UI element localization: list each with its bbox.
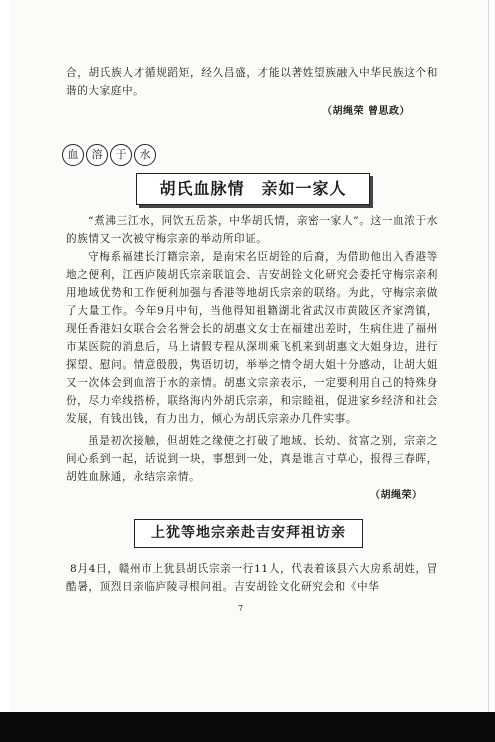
section2-title: 上犹等地宗亲赴吉安拜祖访亲 — [134, 519, 363, 548]
badge-char: 水 — [134, 144, 156, 166]
intro-signature: （胡绳荣 曾思政） — [322, 106, 410, 117]
scan-border — [0, 712, 495, 742]
badge-char: 溶 — [86, 144, 108, 166]
section1-paragraph-2: 守梅系福建长汀籍宗亲，是南宋名臣胡铨的后裔，为借助他出入香港等地之便利，江西庐陵胡氏宗亲联谊会、吉安胡铨文化研究会委托守梅宗亲利用地域优势和工作便利加强与香港等地胡氏宗亲的联络。为此，守梅宗亲做了大量工作。今年9月中旬，当他得知祖籍湖北省武汉市黄陂区齐家湾镇，现任香港妇女联合会名誉会长的胡惠文女士在福建出差时，生病住进了福州市某医院的消息后，马上请假专程从深圳乘飞机来到胡惠文大姐身边，进行探望、慰问。情意殷殷，隽语切切，举举之情令胡大姐十分感动，让胡大姐又一次体会到血溶于水的亲情。胡惠文宗亲表示，一定要利用自己的特殊身份，尽力牵线搭桥，联络海内外胡氏宗亲，和宗睦祖，促进家乡经济和社会发展，有钱出钱，有力出力，倾心为胡氏宗亲办几件实事。 — [66, 251, 438, 425]
section1-signature: （胡绳荣） — [370, 490, 423, 501]
section1-paragraph-1: “煮沸三江水，同饮五岳茶，中华胡氏情，亲密一家人”。这一血浓于水的族情又一次被守梅宗亲的举动所印证。 — [66, 215, 438, 245]
badge-char: 血 — [62, 144, 84, 166]
section-badge — [62, 144, 156, 166]
section2-paragraph-1: 8月4日，赣州市上犹县胡氏宗亲一行11人，代表着该县六大房系胡姓，冒酷暑，顶烈日亲临庐陵寻根问祖。吉安胡铨文化研究会和《中华 — [66, 563, 438, 593]
page-number: 7 — [238, 604, 244, 613]
section1-paragraph-3: 虽是初次接触，但胡姓之缘使之打破了地域、长幼、贫富之别，宗亲之间心系到一起，话说到一块，事想到一处，真是谁言寸草心，报得三春晖，胡姓血脉通，永结宗亲情。 — [66, 435, 438, 483]
badge-char: 于 — [110, 144, 132, 166]
section1-title: 胡氏血脉情 亲如一家人 — [136, 173, 370, 205]
intro-paragraph: 合，胡氏族人才循规蹈矩，经久昌盛，才能以著姓望族融入中华民族这个和谐的大家庭中。 — [66, 67, 438, 97]
